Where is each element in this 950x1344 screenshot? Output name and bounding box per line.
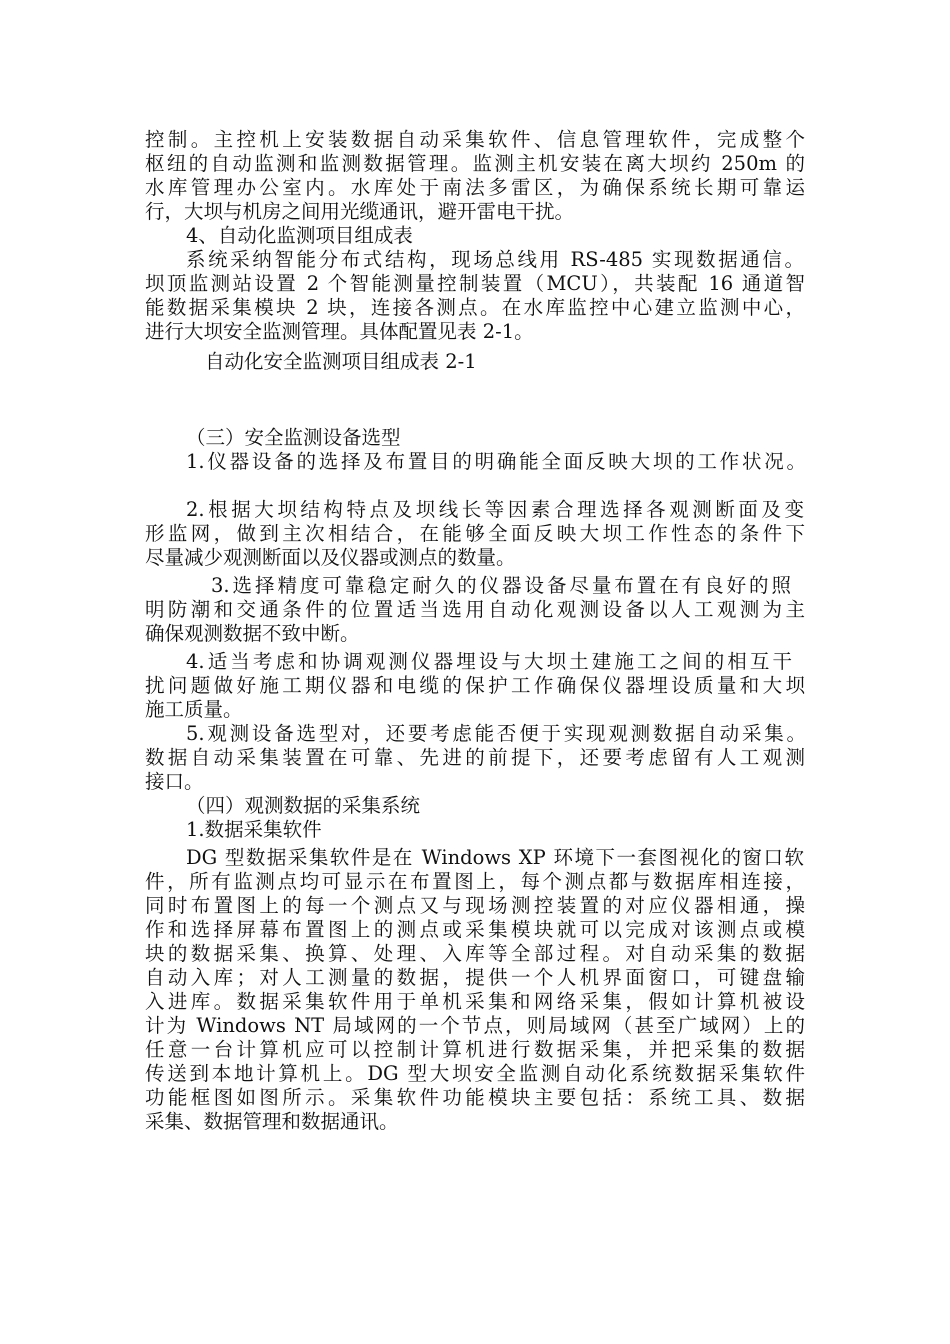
paragraph-line: 扰问题做好施工期仪器和电缆的保护工作确保仪器埋设质量和大坝 — [145, 674, 805, 697]
paragraph-line: 入进库。数据采集软件用于单机采集和网络采集，假如计算机被设 — [145, 990, 805, 1013]
paragraph-line: 确保观测数据不致中断。 — [145, 622, 360, 645]
paragraph-line: 计为 Windows NT 局域网的一个节点，则局域网（甚至广域网）上的 — [145, 1014, 805, 1037]
paragraph-line: 传送到本地计算机上。DG 型大坝安全监测自动化系统数据采集软件 — [145, 1062, 805, 1085]
paragraph-line: 行，大坝与机房之间用光缆通讯，避开雷电干扰。 — [145, 200, 575, 223]
paragraph-line: 4.适当考虑和协调观测仪器埋设与大坝土建施工之间的相互干 — [186, 650, 792, 673]
paragraph-line: 水库管理办公室内。水库处于南法多雷区，为确保系统长期可靠运 — [145, 176, 805, 199]
paragraph-line: 任意一台计算机应可以控制计算机进行数据采集，并把采集的数据 — [145, 1038, 805, 1061]
section-heading: （四）观测数据的采集系统 — [186, 794, 421, 817]
paragraph-line: 3.选择精度可靠稳定耐久的仪器设备尽量布置在有良好的照 — [211, 574, 791, 597]
section-heading: 4、自动化监测项目组成表 — [186, 224, 413, 247]
paragraph-line: 件，所有监测点均可显示在布置图上，每个测点都与数据库相连接， — [145, 870, 805, 893]
paragraph-line: 功能框图如图所示。采集软件功能模块主要包括：系统工具、数据 — [145, 1086, 805, 1109]
paragraph-line: 枢纽的自动监测和监测数据管理。监测主机安装在离大坝约 250m 的 — [145, 152, 805, 175]
paragraph-line: 数据自动采集装置在可靠、先进的前提下，还要考虑留有人工观测 — [145, 746, 805, 769]
paragraph-line: 5.观测设备选型对，还要考虑能否便于实现观测数据自动采集。 — [186, 722, 806, 745]
paragraph-line: 进行大坝安全监测管理。具体配置见表 2-1。 — [145, 320, 534, 343]
paragraph-line: 同时布置图上的每一个测点又与现场测控装置的对应仪器相通，操 — [145, 894, 805, 917]
paragraph-line: DG 型数据采集软件是在 Windows XP 环境下一套图视化的窗口软 — [186, 846, 804, 869]
paragraph-line: 2.根据大坝结构特点及坝线长等因素合理选择各观测断面及变 — [186, 498, 804, 521]
paragraph-line: 尽量减少观测断面以及仪器或测点的数量。 — [145, 546, 516, 569]
paragraph-line: 坝顶监测站设置 2 个智能测量控制装置（MCU），共装配 16 通道智 — [145, 272, 805, 295]
paragraph-line: 形监网，做到主次相结合，在能够全面反映大坝工作性态的条件下 — [145, 522, 805, 545]
paragraph-line: 自动入库；对人工测量的数据，提供一个人机界面窗口，可键盘输 — [145, 966, 805, 989]
paragraph-line: 采集、数据管理和数据通讯。 — [145, 1110, 399, 1133]
paragraph-line: 施工质量。 — [145, 698, 243, 721]
paragraph-line: 接口。 — [145, 770, 204, 793]
paragraph-line: 1.仪器设备的选择及布置目的明确能全面反映大坝的工作状况。 — [186, 450, 806, 473]
subsection-heading: 1.数据采集软件 — [186, 818, 322, 841]
paragraph-line: 明防潮和交通条件的位置适当选用自动化观测设备以人工观测为主 — [145, 598, 805, 621]
paragraph-line: 能数据采集模块 2 块，连接各测点。在水库监控中心建立监测中心， — [145, 296, 805, 319]
paragraph-line: 控制。主控机上安装数据自动采集软件、信息管理软件，完成整个 — [145, 128, 805, 151]
paragraph-line: 块的数据采集、换算、处理、入库等全部过程。对自动采集的数据 — [145, 942, 805, 965]
table-caption: 自动化安全监测项目组成表 2-1 — [205, 350, 477, 373]
section-heading: （三）安全监测设备选型 — [186, 426, 401, 449]
paragraph-line: 作和选择屏幕布置图上的测点或采集模块就可以完成对该测点或模 — [145, 918, 805, 941]
paragraph-line: 系统采纳智能分布式结构，现场总线用 RS-485 实现数据通信。 — [186, 248, 804, 271]
